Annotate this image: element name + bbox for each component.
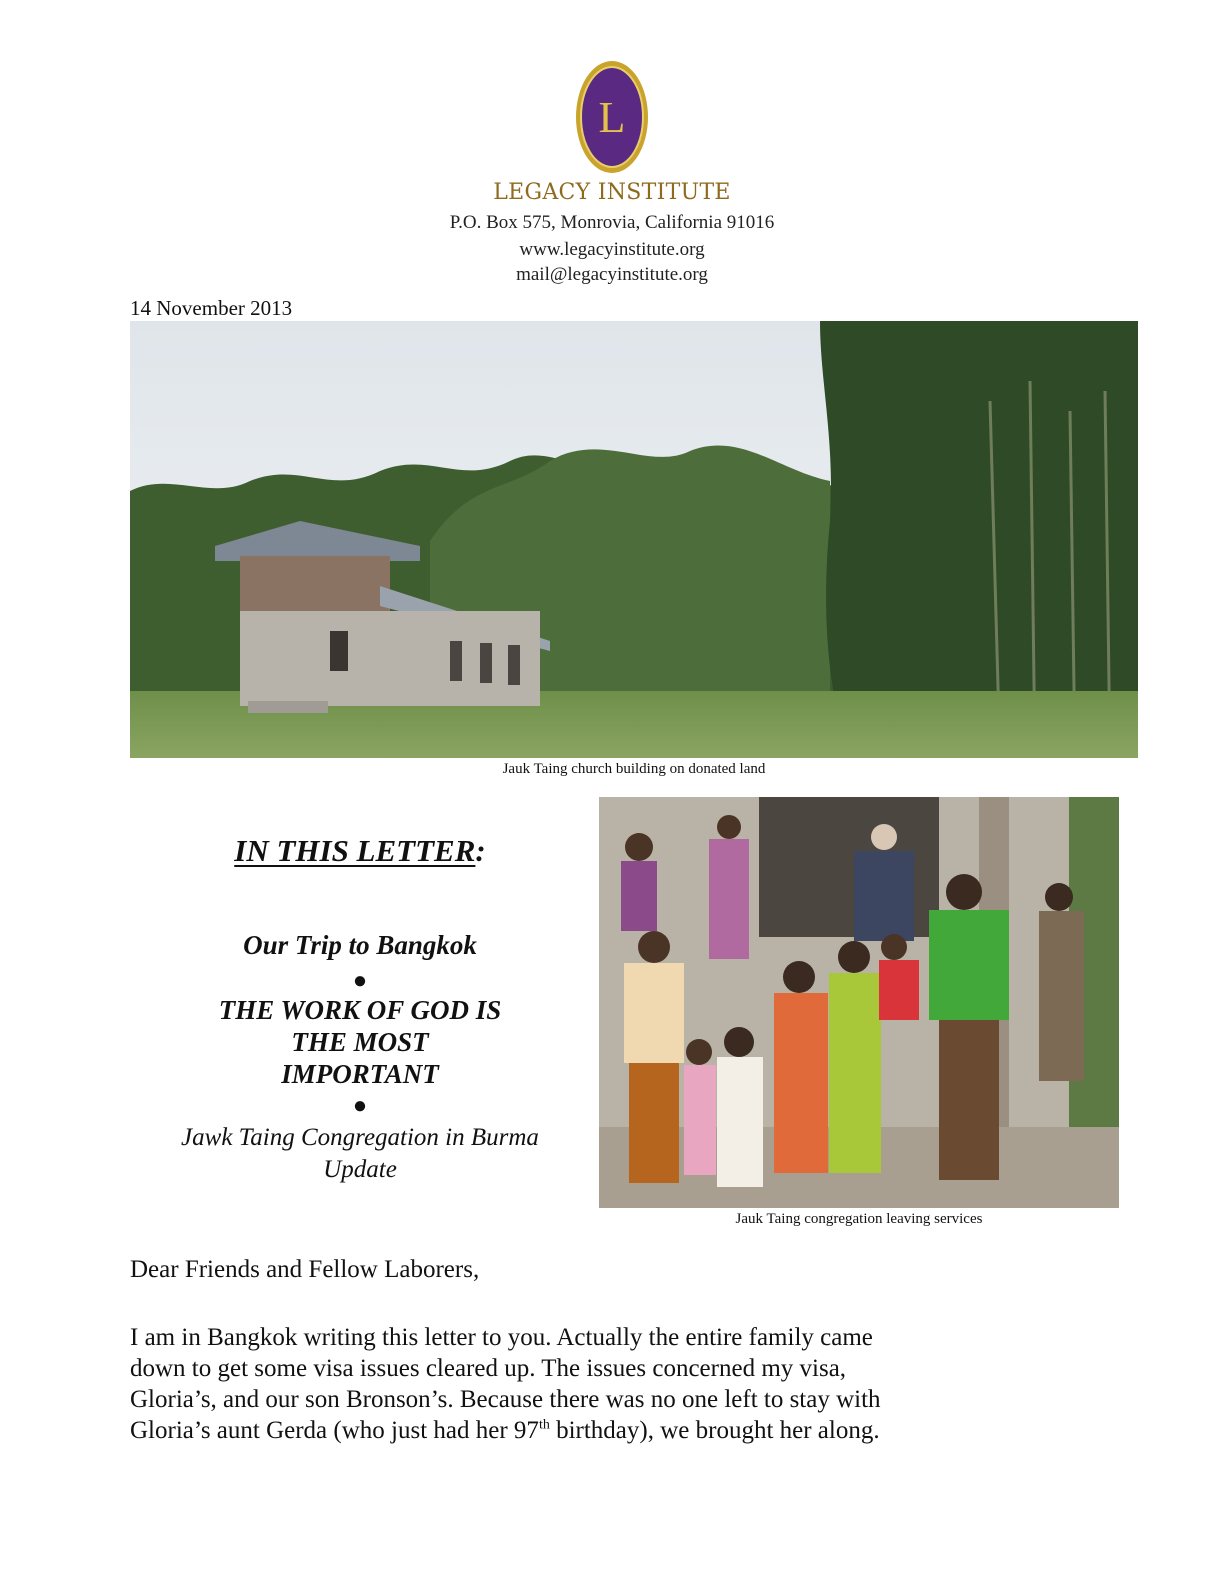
contents-item-work-line3: IMPORTANT xyxy=(281,1059,439,1089)
letter-line-part: Gloria’s aunt Gerda (who just had her 97 xyxy=(130,1417,539,1444)
contents-heading-colon: : xyxy=(475,833,486,868)
contents-item-congregation xyxy=(140,1122,580,1186)
logo-letter: L xyxy=(598,93,626,142)
org-name: LEGACY INSTITUTE xyxy=(493,180,731,205)
contents-item-congregation-line2: Update xyxy=(323,1156,397,1183)
org-email: mail@legacyinstitute.org xyxy=(516,264,708,285)
contents-item-work-of-god xyxy=(140,994,580,1090)
legacy-institute-logo xyxy=(574,58,650,176)
letter-paragraph xyxy=(130,1322,1120,1446)
letter-date: 14 November 2013 xyxy=(130,296,293,320)
letter-line-part: birthday), we brought her along. xyxy=(549,1417,880,1444)
congregation-photo xyxy=(599,797,1119,1208)
org-address: P.O. Box 575, Monrovia, California 91016 xyxy=(449,212,775,233)
contents-heading-text: IN THIS LETTER xyxy=(234,833,476,868)
letter-line: down to get some visa issues cleared up. The issues concerned my visa, xyxy=(130,1355,847,1382)
contents-item-work-line1: THE WORK OF GOD IS xyxy=(218,995,502,1025)
letter-line: Gloria’s, and our son Bronson’s. Because there was no one left to stay with xyxy=(130,1386,881,1413)
church-building-photo xyxy=(130,321,1138,758)
letter-line xyxy=(130,1415,1120,1446)
letter-salutation: Dear Friends and Fellow Laborers, xyxy=(130,1256,480,1283)
contents-item-congregation-line1: Jawk Taing Congregation in Burma xyxy=(181,1124,539,1151)
contents-item-trip: Our Trip to Bangkok xyxy=(243,930,477,960)
org-website: www.legacyinstitute.org xyxy=(519,239,705,260)
congregation-photo-caption: Jauk Taing congregation leaving services xyxy=(735,1211,983,1227)
contents-bullet: ● xyxy=(352,1093,368,1119)
contents-item-work-line2: THE MOST xyxy=(291,1027,429,1057)
church-photo-caption: Jauk Taing church building on donated land xyxy=(502,761,766,777)
contents-heading xyxy=(140,833,580,869)
letter-line: I am in Bangkok writing this letter to you. Actually the entire family came xyxy=(130,1324,873,1351)
contents-bullet: ● xyxy=(352,968,368,994)
ordinal-suffix: th xyxy=(538,1417,550,1433)
